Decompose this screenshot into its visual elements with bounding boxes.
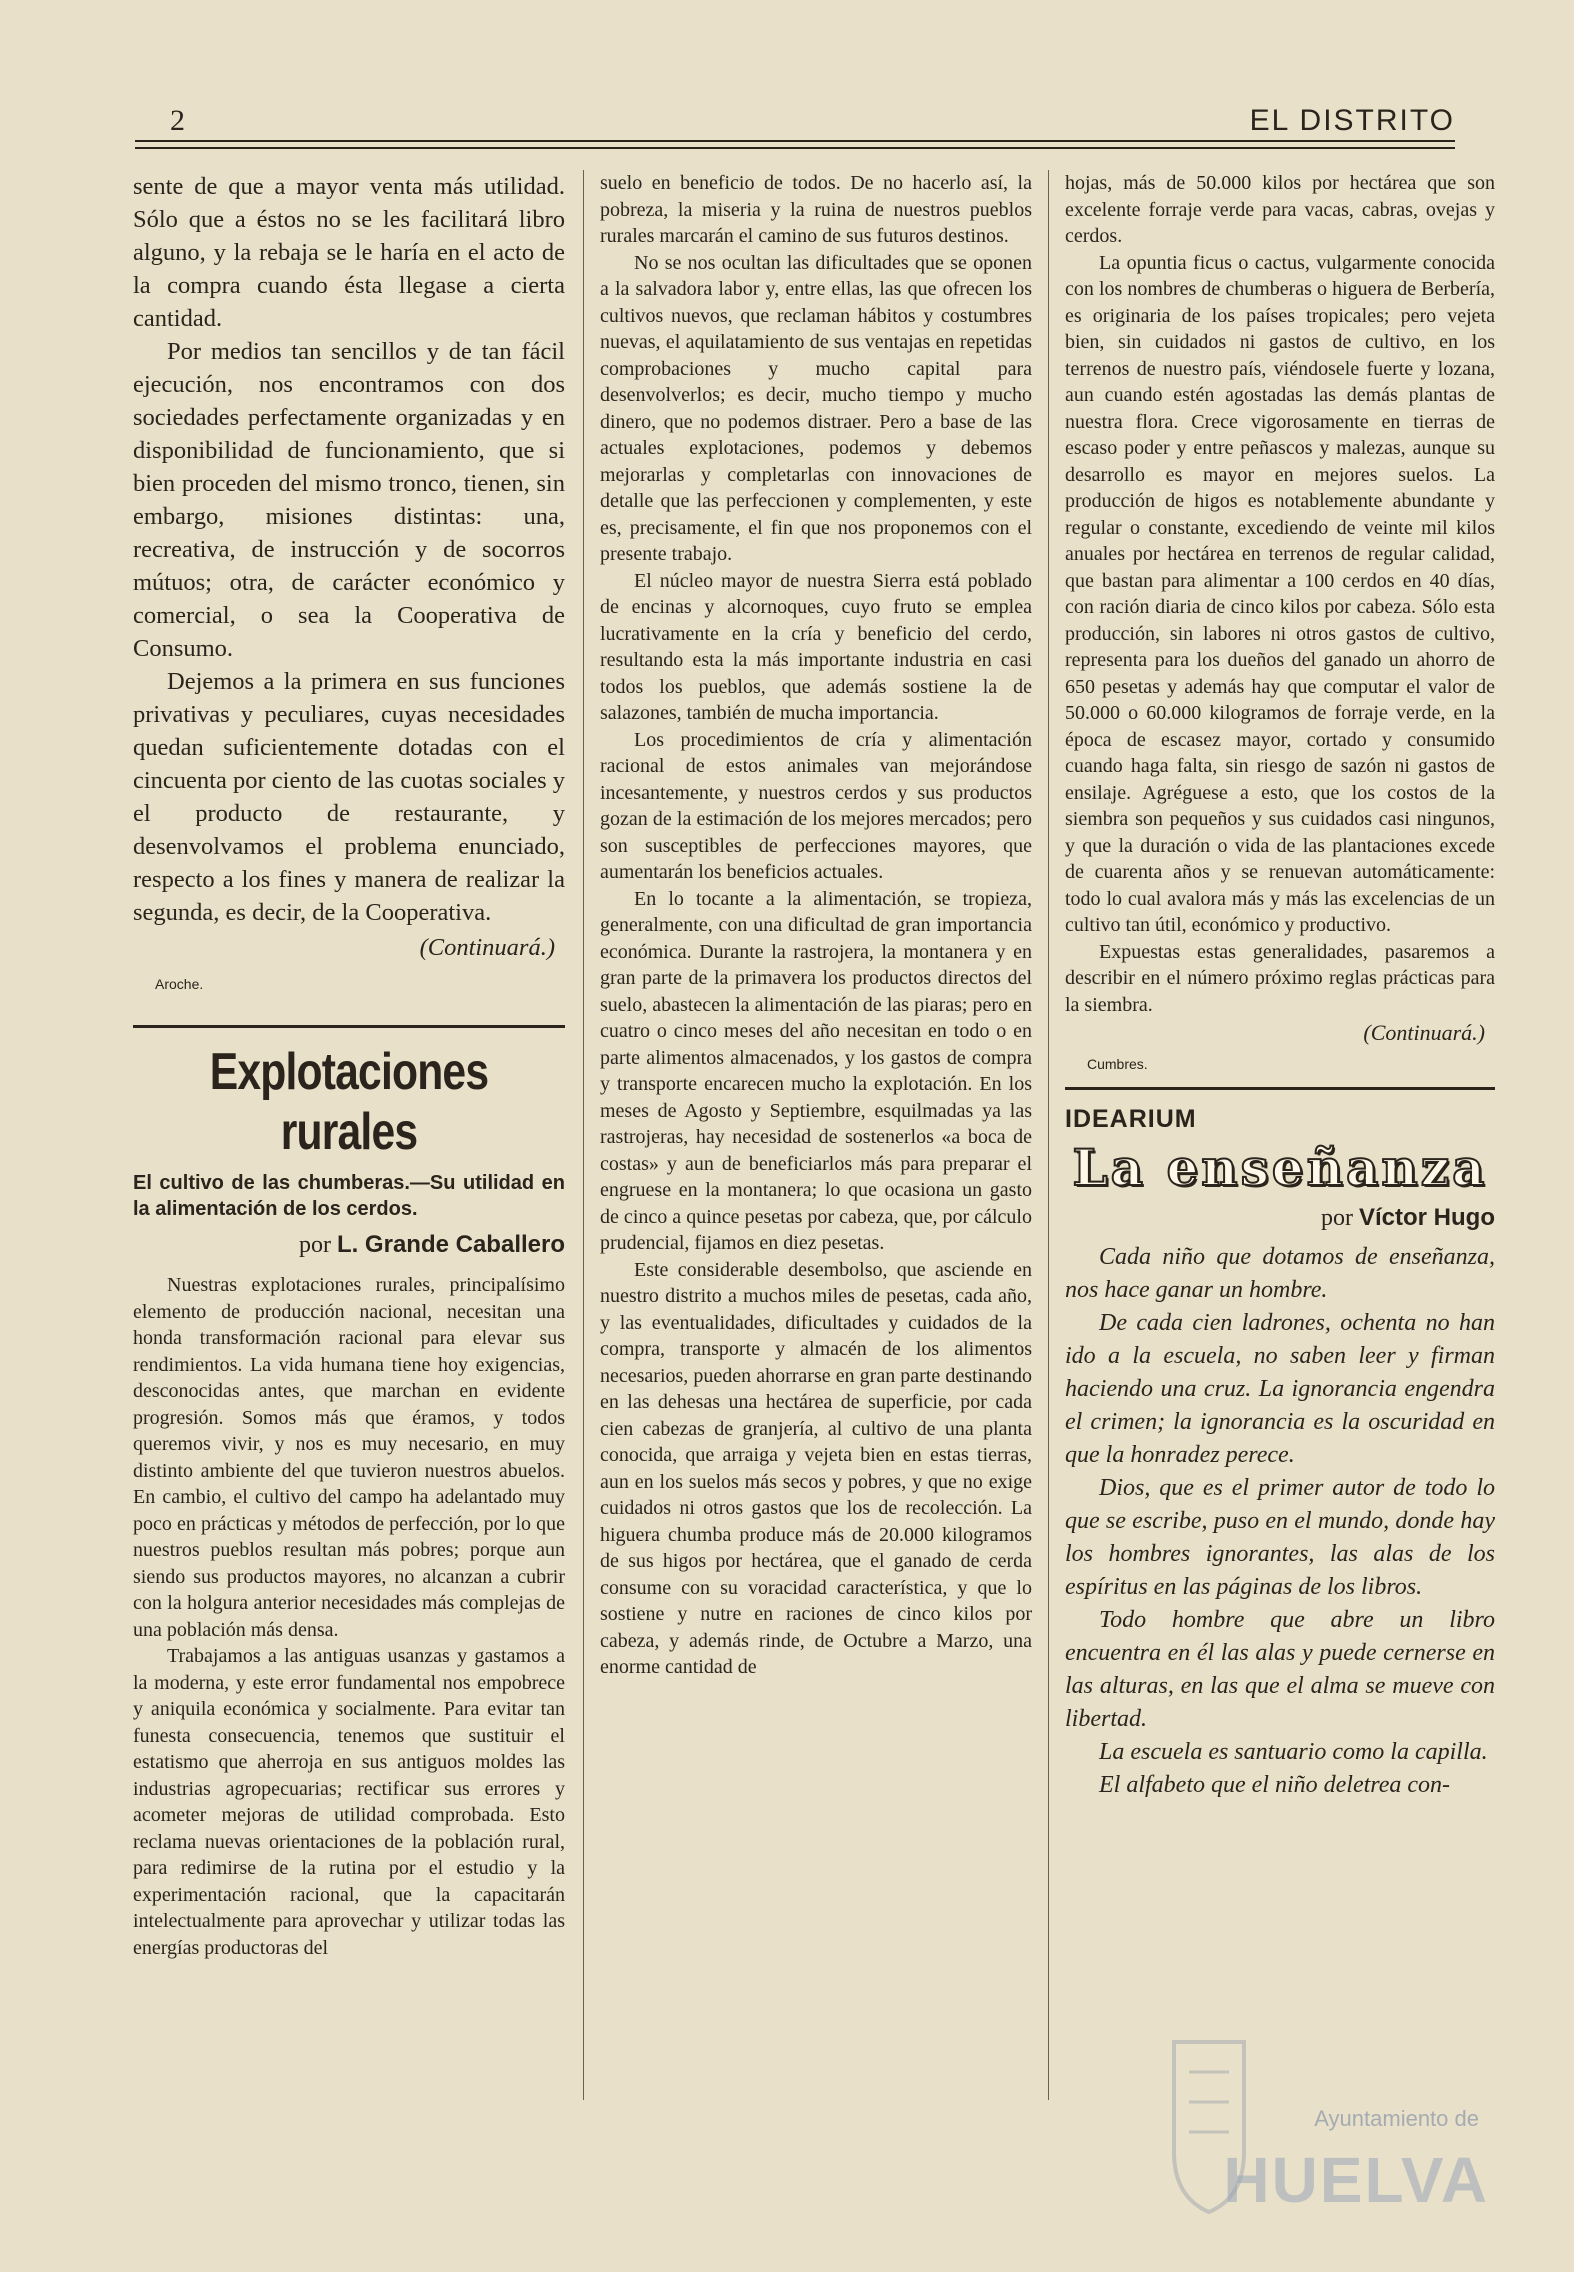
paragraph: El alfabeto que el niño deletrea con- (1099, 1772, 1451, 1798)
paragraph: Cada niño que dotamos de enseñanza, nos hace ganar un hombre. (1065, 1244, 1495, 1303)
byline-prefix: por (298, 1232, 331, 1258)
article-title: Explotaciones rurales (209, 1043, 489, 1161)
paragraph: El núcleo mayor de nuestra Sierra está poblado de encinas y alcornoques, cuyo fruto se emplea lucrativamente en la cría y beneficio del cerdo, resultando esta la más importante industria en casi todos los pueblos, que además sostiene la de salazones, también de mucha importancia. (600, 569, 1032, 724)
paragraph: La opuntia ficus o cactus, vulgarmente conocida con los nombres de chumberas o higuera de Berbería, es originaria de los países tropicales; pero vejeta bien, sin cuidados ni gastos de cultivo, en los terrenos de nuestro país, viéndosele fuerte y lozana, aun cuando estén agostadas las demás plantas de nuestra flora. Crece vigorosamente en tierras de escaso poder y entre peñascos y malezas, aunque su desarrollo es mayor en mejores suelos. La producción de higos es notablemente abundante y regular o constante, excediendo de veinte mil kilos anuales por hectárea en terrenos de regular calidad, que bastan para alimentar a 100 cerdos en 40 días, con ración diaria de cinco kilos por cabeza. Sólo esta producción, sin labores ni otros gastos de cultivo, representa para los dueños del ganado un ahorro de 650 pesetas y además hay que computar el valor de 50.000 o 60.000 kilogramos de forraje verde, en la época de escasez mayor, cortado y consumido cuando haga falta, sin riesgo de sazón ni gastos de ensilaje. Agréguese a esto, que los costos de la siembra son pequeños y sus cuidados casi ningunos, y que la duración o vida de las plantaciones excede de cuarenta años y se renuevan automáticamente: todo lo cual avalora más y más las excelencias de un cultivo tan útil, económico y productivo. (1065, 251, 1495, 936)
section-rule (1065, 1087, 1495, 1090)
article-author: L. Grande Caballero (336, 1231, 565, 1258)
page-header (135, 104, 1455, 144)
column-3 (1065, 170, 1495, 1802)
page-number: 2 (170, 104, 185, 137)
publication-name: EL DISTRITO (1249, 104, 1455, 137)
paragraph: De cada cien ladrones, ochenta no han ido a la escuela, no saben leer y firman haciendo una cruz. La ignorancia engendra el crimen; la ignorancia es la oscuridad en que la honradez perece. (1065, 1310, 1495, 1468)
idearium-title: La enseñanza (1072, 1137, 1488, 1197)
column-2 (600, 170, 1032, 1681)
section-label: IDEARIUM (1065, 1105, 1197, 1133)
paragraph: La escuela es santuario como la capilla. (1099, 1739, 1488, 1765)
paragraph: Trabajamos a las antiguas usanzas y gastamos a la moderna, y este error fundamental nos empobrece y aniquila económica y socialmente. Para evitar tan funesta consecuencia, tenemos que sustituir el estatismo que aherroja en sus antiguos moldes las industrias agropecuarias; rectificar sus errores y acometer mejoras de utilidad comprobada. Esto reclama nuevas orientaciones de la población rural, para redimirse de la rutina por el estudio y la experimentación racional, que la capacitarán intelectualmente para aprovechar y utilizar todas las energías productoras del (133, 1645, 565, 1959)
paragraph: Todo hombre que abre un libro encuentra en él las alas y puede cernerse en las alturas, en las que el alma se mueve con libertad. (1065, 1607, 1495, 1732)
column-divider (1048, 170, 1049, 2100)
byline-prefix: por (1321, 1204, 1353, 1231)
paragraph: Este considerable desembolso, que asciende en nuestro distrito a muchos miles de pesetas, cada año, y las eventualidades, dificultades y cuidados de la compra, transporte y almacén de los alimentos necesarios, pueden ahorrarse en gran parte destinando en las dehesas una hectárea de superficie, por cada cien cabezas de granjería, al cultivo de una planta conocida, que arraiga y vejeta bien en estas tierras, aun en los suelos más secos y pobres, y que no exige cuidados ni otros gastos que los de recolección. La higuera chumba produce más de 20.000 kilogramos de sus higos por hectárea, que el ganado de cerda consume con su voracidad característica, y que lo sostiene y nutre en raciones de cinco kilos por cabeza, y además rinde, de Octubre a Marzo, una enorme cantidad de (600, 1258, 1032, 1678)
continued-note: (Continuará.) (419, 934, 555, 961)
article-byline (133, 1228, 565, 1262)
header-rule-top (135, 140, 1455, 142)
paragraph: Dios, que es el primer autor de todo lo que se escribe, puso en el mundo, donde hay los hombres ignorantes, las alas de los espíritus en las páginas de los libros. (1065, 1475, 1495, 1600)
article-subtitle: El cultivo de las chumberas.—Su utilidad en la alimentación de los cerdos. (133, 1172, 565, 1220)
idearium-author: Víctor Hugo (1359, 1203, 1495, 1231)
continued-note: (Continuará.) (1363, 1020, 1485, 1045)
idearium-byline (1065, 1205, 1495, 1232)
paragraph: No se nos ocultan las dificultades que se oponen a la salvadora labor y, entre ellas, las que ofrecen los cultivos nuevos, que reclaman hábitos y costumbres nuevas, el aquilatamiento de sus ventajas en repetidas comprobaciones y mucho capital para desenvolverlos; es decir, mucho tiempo y mucho dinero, que no podemos distraer. Pero a base de las actuales explotaciones, podemos y debemos mejorarlas y completarlas con innovaciones de detalle que las perfeccionen y complementen, y este es, precisamente, el fin que nos proponemos con el presente trabajo. (600, 251, 1032, 565)
column-divider (583, 170, 584, 2100)
paragraph: Dejemos a la primera en sus funciones privativas y peculiares, cuyas necesidades quedan suficientemente dotadas con el cincuenta por ciento de las cuotas sociales y el producto de restaurante, y desenvolvamos el problema enunciado, respecto a los fines y manera de realizar la segunda, es decir, de la Cooperativa. (133, 668, 565, 926)
header-rule-bottom (135, 147, 1455, 149)
section-rule (133, 1025, 565, 1028)
paragraph: Nuestras explotaciones rurales, principalísimo elemento de producción nacional, necesitan una honda transformación racional para elevar sus rendimientos. La vida humana tiene hoy exigencias, desconocidas antes, que marchan en evidente progresión. Somos más que éramos, y todos queremos vivir, y nos es muy necesario, en muy distinto ambiente del que tuvieron nuestros abuelos. En cambio, el cultivo del campo ha adelantado muy poco en prácticas y métodos de perfección, por lo que nuestros pueblos resultan más pobres; porque aun siendo sus productos mayores, no alcanzan a cubrir con la holgura anterior necesidades más complejas de una población más densa. (133, 1274, 565, 1641)
paragraph: En lo tocante a la alimentación, se tropieza, generalmente, con una dificultad de gran importancia económica. Durante la rastrojera, la montanera y en gran parte de la primavera los productos directos del suelo, abastecen la alimentación de las piaras; pero en cuatro o cinco meses del año necesitan en todo o en parte alimentos almacenados, y los gastos de compra y transporte encarecen mucho la explotación. En los meses de Agosto y Septiembre, esquilmadas ya las rastrojeras, hay necesidad de sostenerlos «a boca de costas» y aun de beneficiarlos más para preparar el engruese en la montanera; lo que ocasiona un gasto de cinco a quince pesetas por cabeza, que, por cálculo prudencial, fijamos en diez pesetas. (600, 887, 1032, 1254)
paragraph: Los procedimientos de cría y alimentación racional de estos animales van mejorándose incesantemente, y nuestros cerdos y sus productos gozan de la estimación de los mejores mercados; pero son susceptibles de perfecciones mayores, que aumentarán los beneficios actuales. (600, 728, 1032, 883)
paragraph: sente de que a mayor venta más utilidad. Sólo que a éstos no se les facilitará libro alguno, y la rebaja se le haría en el acto de la compra cuando ésta llegase a cierta cantidad. (133, 173, 565, 332)
column-1 (133, 170, 565, 1961)
paragraph: Expuestas estas generalidades, pasaremos a describir en el número próximo reglas prácticas para la siembra. (1065, 940, 1495, 1016)
watermark-city: HUELVA (1223, 2144, 1489, 2216)
paragraph: Por medios tan sencillos y de tan fácil ejecución, nos encontramos con dos sociedades perfectamente organizadas y en disponibilidad de funcionamiento, que si bien proceden del mismo tronco, tienen, sin embargo, misiones distintas: una, recreativa, de instrucción y de socorros mútuos; otra, de carácter económico y comercial, o sea la Cooperativa de Consumo. (133, 338, 565, 662)
paragraph: hojas, más de 50.000 kilos por hectárea que son excelente forraje verde para vacas, cabras, ovejas y cerdos. (1065, 172, 1495, 247)
crest-watermark-icon (1154, 2022, 1494, 2252)
watermark-name: Ayuntamiento de (1314, 2106, 1479, 2131)
paragraph: suelo en beneficio de todos. De no hacerlo así, la pobreza, la miseria y la ruina de nuestros pueblos rurales marcarán el camino de sus futuros destinos. (600, 172, 1032, 247)
signature: Cumbres. (1087, 1055, 1148, 1072)
signature: Aroche. (155, 976, 204, 992)
